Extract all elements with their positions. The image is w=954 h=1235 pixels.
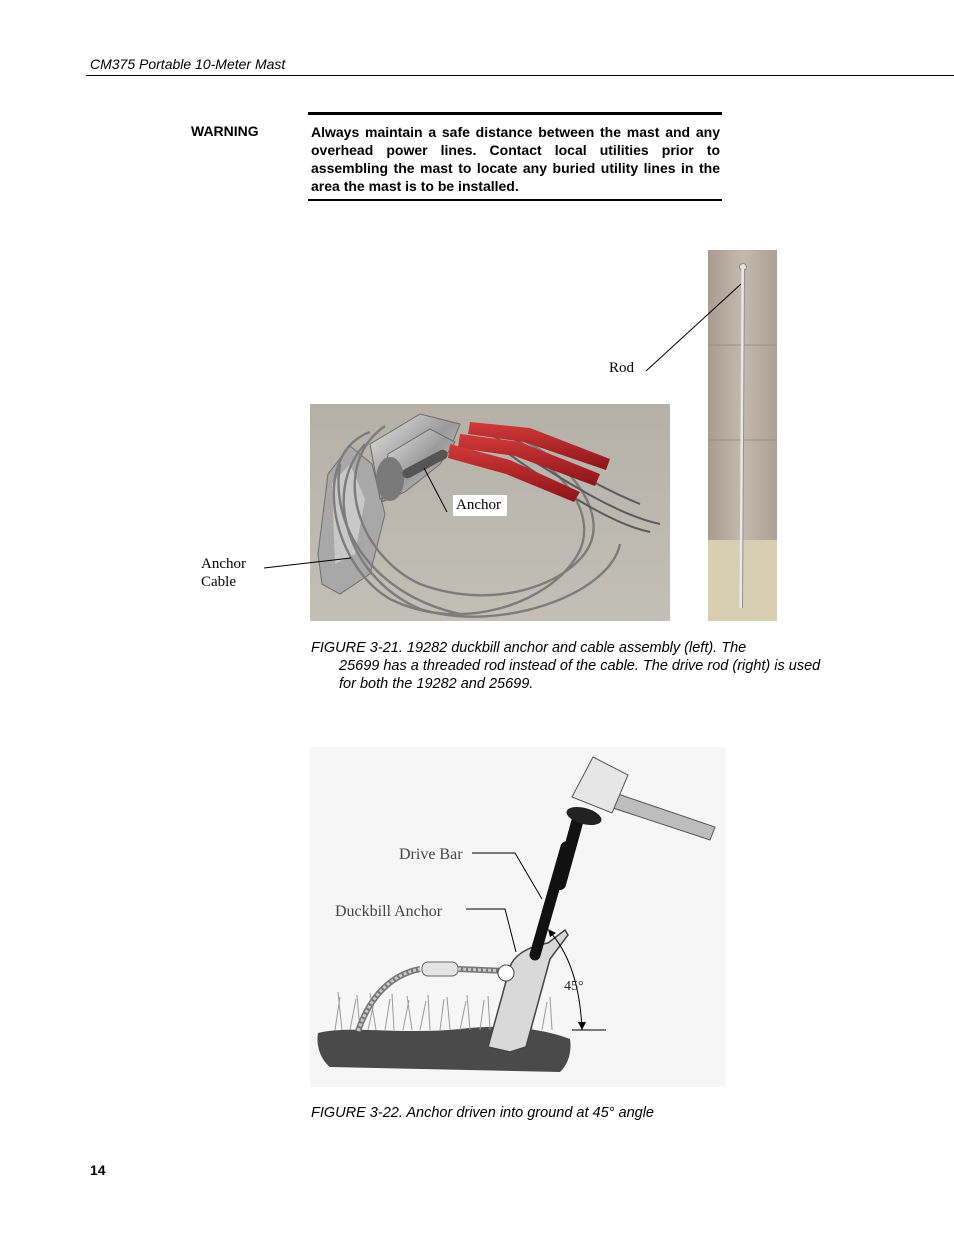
anchor-cable-callout-line2: Cable [201, 574, 236, 590]
figure-21-caption [311, 639, 831, 693]
anchor-driving-diagram [310, 747, 726, 1087]
running-header: CM375 Portable 10-Meter Mast [90, 56, 286, 72]
warning-label: WARNING [191, 123, 259, 139]
rod-leader-line [646, 284, 741, 371]
figure-22-caption: FIGURE 3-22. Anchor driven into ground at 45° angle [311, 1105, 654, 1121]
figure-21-caption-line1: FIGURE 3-21. 19282 duckbill anchor and cable assembly (left). The [311, 640, 747, 656]
anchor-cable-callout [201, 555, 246, 591]
anchor-leader-line [424, 468, 447, 512]
rod-callout: Rod [609, 360, 635, 376]
drive-bar-label: Drive Bar [399, 846, 463, 863]
duckbill-anchor-label: Duckbill Anchor [335, 903, 443, 920]
warning-text: Always maintain a safe distance between the mast and any overhead power lines. Contact local utilities prior to assembling the mast to locate any buried utility lines in the area the mast is to be installed. [311, 124, 720, 194]
anchor-callout: Anchor [453, 495, 507, 516]
anchor-cable-callout-line1: Anchor [201, 556, 246, 572]
anchor-driving-diagram-art [310, 747, 726, 1087]
page-number: 14 [90, 1162, 106, 1178]
angle-label: 45° [564, 979, 584, 994]
figure-21-caption-rest: 25699 has a threaded rod instead of the cable. The drive rod (right) is used for both the 19282 and 25699. [339, 658, 821, 692]
anchor-cable-leader-line [264, 558, 351, 568]
